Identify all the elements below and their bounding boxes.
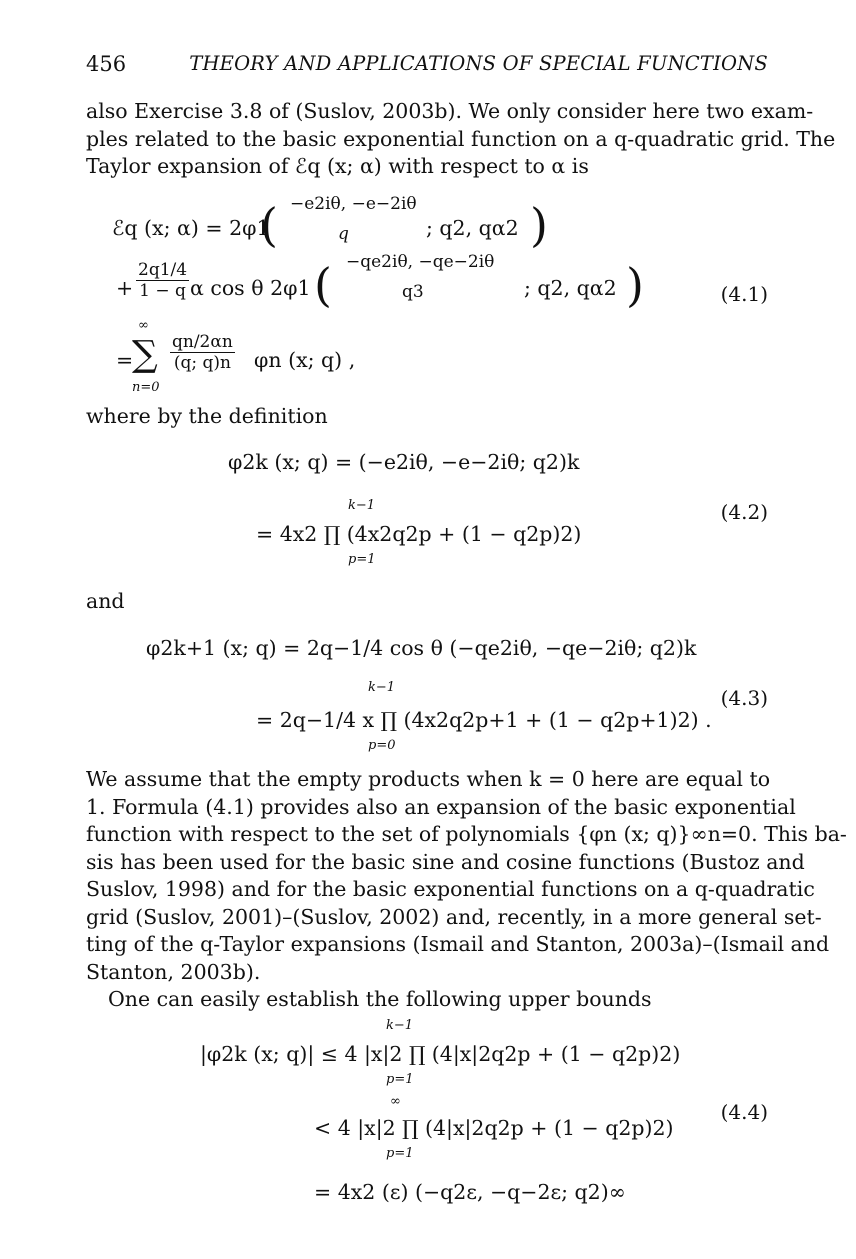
text-line: sis has been used for the basic sine and cosine functions (Bustoz and: [86, 849, 805, 874]
eq-args: ; q2, qα2: [426, 216, 519, 240]
eq-fraction: $\frac{qn/2\alpha n}{(q; q)n}$: [172, 332, 233, 373]
eq-line: < 4 |x|2 ∏ (4|x|2q2p + (1 − q2p)2): [314, 1116, 674, 1140]
eq-line: = 2q−1/4 x ∏ (4x2q2p+1 + (1 − q2p+1)2) .: [256, 708, 712, 732]
text-line: 1. Formula (4.1) provides also an expansion of the basic exponential: [86, 794, 796, 819]
text-line: One can easily establish the following upper bounds: [108, 987, 652, 1011]
eq-param-top: −qe2iθ, −qe−2iθ: [346, 252, 495, 272]
text-line: Stanton, 2003b).: [86, 959, 261, 984]
prod-upper: k−1: [348, 498, 376, 513]
eq-line: = 4x2 ∏ (4x2q2p + (1 − q2p)2): [256, 522, 582, 546]
prod-lower: p=0: [368, 738, 396, 753]
paragraph-body: [86, 766, 847, 986]
eq-param-bottom: q: [338, 224, 349, 244]
text-line: and: [86, 589, 125, 613]
equation-4-4: [200, 1018, 680, 1228]
equation-number: (4.4): [720, 1100, 768, 1124]
text-line: grid (Suslov, 2001)–(Suslov, 2002) and, recently, in a more general set-: [86, 904, 822, 929]
eq-param-bottom: q3: [402, 282, 424, 302]
sum-upper: ∞: [138, 318, 149, 333]
text-line: We assume that the empty products when k = 0 here are equal to: [86, 767, 771, 791]
page-header: [86, 52, 768, 82]
paragraph-intro: [86, 98, 836, 181]
prod-lower: p=1: [386, 1146, 414, 1161]
equation-4-2: [228, 440, 648, 580]
equation-number: (4.3): [720, 686, 768, 710]
prod-lower: p=1: [386, 1072, 414, 1087]
prod-upper: k−1: [386, 1018, 414, 1033]
prod-upper: ∞: [390, 1094, 401, 1109]
text-line: where by the definition: [86, 404, 328, 428]
eq-line: φ2k (x; q) = (−e2iθ, −e−2iθ; q2)k: [228, 450, 580, 474]
eq-param-top: −e2iθ, −e−2iθ: [290, 194, 417, 214]
eq-line: α cos θ 2φ1: [190, 276, 311, 300]
eq-fraction: $\frac{2q1/4}{1 - q}$: [138, 260, 188, 301]
sum-lower: n=0: [132, 380, 160, 395]
sum-symbol: ∑: [132, 334, 158, 375]
paragraph-where: [86, 403, 768, 431]
prod-upper: k−1: [368, 680, 396, 695]
eq-line: φ2k+1 (x; q) = 2q−1/4 cos θ (−qe2iθ, −qe−2iθ; q2)k: [146, 636, 697, 660]
equation-number: (4.1): [720, 282, 768, 306]
eq-line: φn (x; q) ,: [254, 348, 356, 372]
paragraph-and: [86, 588, 768, 616]
equation-4-3: [146, 626, 712, 766]
eq-args: ; q2, qα2: [524, 276, 617, 300]
text-line: Suslov, 1998) and for the basic exponential functions on a q-quadratic: [86, 877, 815, 901]
text-line: also Exercise 3.8 of (Suslov, 2003b). We only consider here two exam-: [86, 99, 814, 123]
text-line: function with respect to the set of polynomials {φn (x; q)}∞n=0. This ba-: [86, 822, 847, 846]
running-title: THEORY AND APPLICATIONS OF SPECIAL FUNCTIONS: [189, 52, 768, 75]
equation-4-1: ℰq (x; α) = 2φ1 ( −e2iθ, −e−2iθ q ; q2, qα2 ) + $\frac{2q1/4}{1 - q}$ α cos θ 2φ1 ( −qe2iθ, −qe−2iθ q3 ; q2, qα2 ) = ∞ ∑ n=0 $\frac{qn/2\alpha n}{(q; q)n}$ φn (x; q) ,: [112, 194, 644, 395]
text-line: ples related to the basic exponential function on a q-quadratic grid. The: [86, 126, 836, 151]
text-line: Taylor expansion of ℰq (x; α) with respect to α is: [86, 154, 589, 178]
equation-number: (4.2): [720, 500, 768, 524]
eq-line: ℰq (x; α) = 2φ1: [112, 216, 270, 240]
text-line: ting of the q-Taylor expansions (Ismail and Stanton, 2003a)–(Ismail and: [86, 932, 830, 956]
page-number: 456: [86, 52, 127, 76]
eq-line: = 4x2 (ε) (−q2ε, −q−2ε; q2)∞: [314, 1180, 626, 1204]
prod-lower: p=1: [348, 552, 376, 567]
paragraph-bounds: [86, 986, 768, 1014]
eq-line: |φ2k (x; q)| ≤ 4 |x|2 ∏ (4|x|2q2p + (1 − q2p)2): [200, 1042, 681, 1066]
